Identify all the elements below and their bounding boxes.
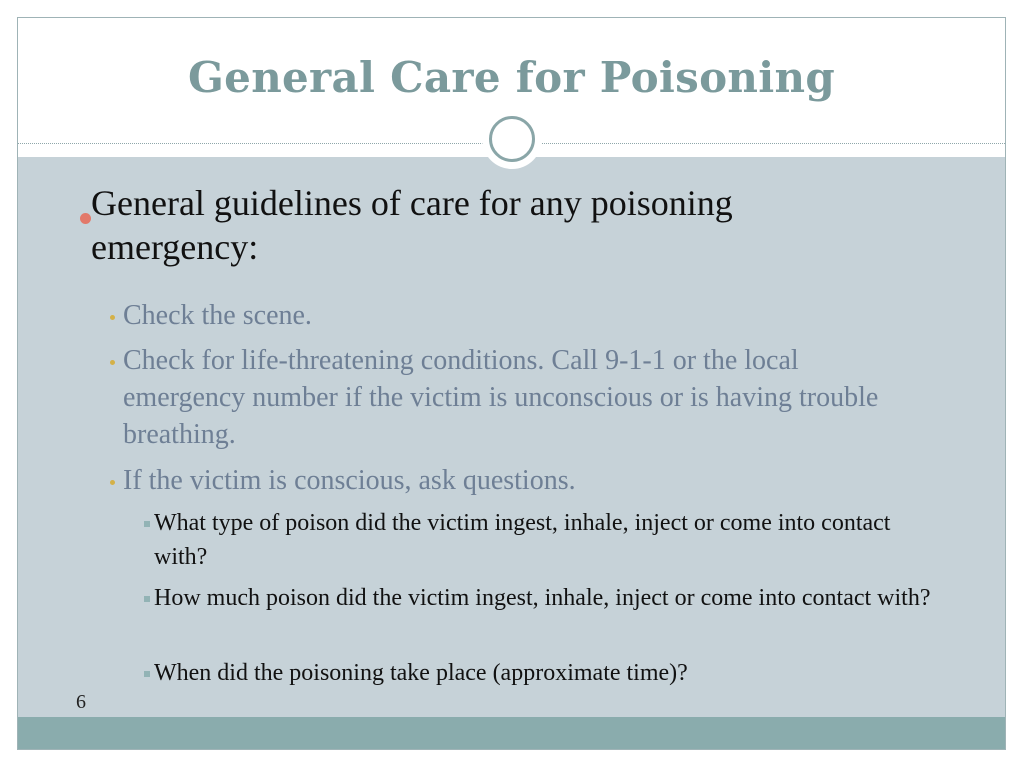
- bullet-dot-icon: [80, 213, 91, 224]
- square-bullet-icon: [144, 596, 150, 602]
- sub-bullet-item: If the victim is conscious, ask questions.: [123, 465, 576, 496]
- sub-bullet-dot-icon: [110, 480, 115, 485]
- page-number: 6: [76, 691, 86, 713]
- bullet-level1: General guidelines of care for any poisoning emergency:: [91, 183, 733, 267]
- question-item: How much poison did the victim ingest, inhale, inject or come into contact with?: [154, 585, 931, 611]
- sub-bullet-item: Check the scene.: [123, 300, 312, 331]
- square-bullet-icon: [144, 671, 150, 677]
- question-item: When did the poisoning take place (approximate time)?: [154, 660, 688, 686]
- question-item: What type of poison did the victim ingest, inhale, inject or come into contact with?: [154, 510, 891, 570]
- sub-bullet-item: Check for life-threatening conditions. Call 9-1-1 or the local emergency number if the victim is unconscious or is having trouble breathing.: [123, 345, 879, 450]
- sub-bullet-dot-icon: [110, 360, 115, 365]
- slide-title: General Care for Poisoning: [188, 53, 835, 102]
- sub-bullet-dot-icon: [110, 315, 115, 320]
- square-bullet-icon: [144, 521, 150, 527]
